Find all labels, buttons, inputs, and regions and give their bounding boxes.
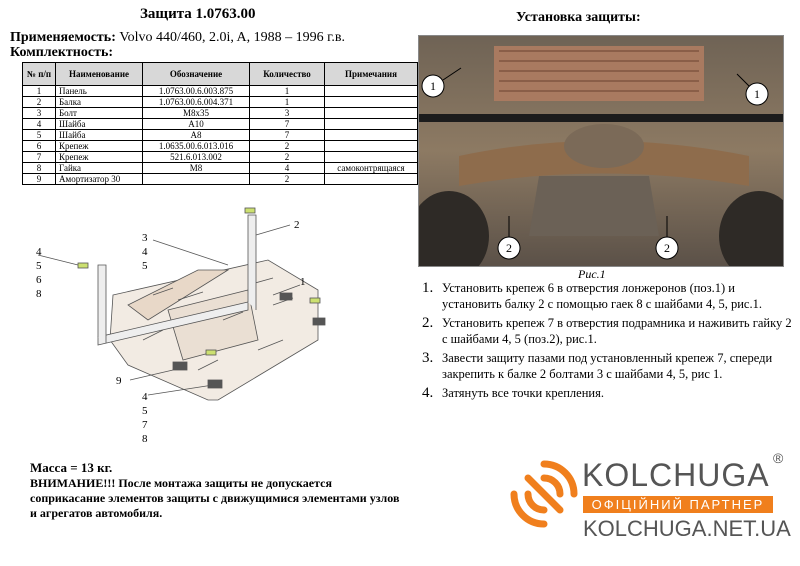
installation-title: Установка защиты: [516, 10, 641, 25]
col-header-number: № п/п [23, 63, 56, 86]
table-cell: 8 [23, 163, 56, 174]
table-cell: Болт [56, 108, 143, 119]
table-row [23, 97, 418, 108]
table-cell: Крепеж [56, 152, 143, 163]
step-number: 2. [422, 315, 434, 331]
table-cell: 521.6.013.002 [143, 152, 250, 163]
table-cell: Шайба [56, 130, 143, 141]
callout-beam: 2 [294, 219, 300, 231]
table-row [23, 163, 418, 174]
assembly-drawing [18, 190, 408, 455]
table-cell: A8 [143, 130, 250, 141]
applicability [10, 30, 345, 46]
table-cell: Амортизатор 30 [56, 174, 143, 185]
table-cell: 1.0763.00.6.003.875 [143, 86, 250, 97]
step-number: 4. [422, 385, 434, 401]
step-item [422, 385, 792, 401]
step-text: Установить крепеж 6 в отверстия лонжеронов (поз.1) и установить балку 2 с помощью гаек 8 с шайбами 4, 5, рис.1. [442, 281, 762, 311]
table-cell: M8 [143, 163, 250, 174]
table-cell [143, 174, 250, 185]
registered-mark: ® [773, 450, 784, 466]
callout-bottom-3: 7 [142, 419, 148, 431]
applicability-value: Volvo 440/460, 2.0i, A, 1988 – 1996 г.в. [119, 30, 345, 45]
table-row [23, 86, 418, 97]
photo-callout-1a: 1 [430, 79, 436, 93]
step-text: Завести защиту пазами под установленный крепеж 7, спереди закрепить к балке 2 болтами 3 с шайбами 4, 5, рис 1. [442, 351, 773, 381]
table-row [23, 141, 418, 152]
table-cell: 4 [23, 119, 56, 130]
table-cell: 1 [250, 86, 325, 97]
warning-text: ВНИМАНИЕ!!! После монтажа защиты не допускается соприкасание элементов защиты с движущимися элементами узлов и агрегатов автомобиля. [30, 476, 400, 520]
table-cell: 1 [23, 86, 56, 97]
step-text: Затянуть все точки крепления. [442, 386, 604, 400]
table-row [23, 174, 418, 185]
table-cell [325, 174, 418, 185]
table-cell [325, 108, 418, 119]
callout-panel: 1 [300, 276, 306, 288]
table-cell [325, 86, 418, 97]
table-row [23, 108, 418, 119]
photo-caption: Рис.1 [578, 267, 606, 281]
installation-photo [418, 35, 784, 267]
table-cell: 7 [250, 119, 325, 130]
parts-table [22, 62, 418, 185]
table-cell: Панель [56, 86, 143, 97]
kit-label: Комплектность: [10, 45, 114, 60]
brand-name: KOLCHUGA [582, 457, 770, 493]
step-number: 1. [422, 280, 434, 296]
callout-bottom-1: 4 [142, 391, 148, 403]
kolchuga-logo-icon [508, 458, 580, 530]
document-title: Защита 1.0763.00 [140, 6, 256, 22]
table-cell: 9 [23, 174, 56, 185]
col-header-designation: Обозначение [143, 63, 250, 86]
table-cell: 3 [23, 108, 56, 119]
callout-left-2: 5 [36, 260, 42, 272]
step-text: Установить крепеж 7 в отверстия подрамника и наживить гайку 2 с шайбами 4, 5 (поз.2), рис.1. [442, 316, 792, 346]
partner-banner: ОФІЦІЙНИЙ ПАРТНЕР [583, 496, 773, 513]
photo-callout-1b: 1 [754, 87, 760, 101]
table-cell: самоконтрящаяся [325, 163, 418, 174]
callout-bottom-2: 5 [142, 405, 148, 417]
table-cell: Балка [56, 97, 143, 108]
table-cell: A10 [143, 119, 250, 130]
installation-steps [422, 280, 792, 404]
table-cell: Крепеж [56, 141, 143, 152]
photo-callout-2b: 2 [664, 241, 670, 255]
callout-left-4: 8 [36, 288, 42, 300]
photo-callout-2a: 2 [506, 241, 512, 255]
table-cell: 7 [23, 152, 56, 163]
callout-left-1: 4 [36, 246, 42, 258]
col-header-quantity: Количество [250, 63, 325, 86]
callout-damper: 9 [116, 375, 122, 387]
website-link[interactable]: KOLCHUGA.NET.UA [583, 516, 791, 541]
table-cell: Гайка [56, 163, 143, 174]
applicability-label: Применяемость: [10, 30, 116, 45]
table-cell: M8x35 [143, 108, 250, 119]
table-cell [325, 141, 418, 152]
table-cell: 7 [250, 130, 325, 141]
table-cell [325, 130, 418, 141]
table-cell: 1.0635.00.6.013.016 [143, 141, 250, 152]
mass-label: Масса = 13 кг. [30, 460, 113, 475]
table-cell: 2 [250, 152, 325, 163]
table-row [23, 130, 418, 141]
table-cell: Шайба [56, 119, 143, 130]
table-cell: 1 [250, 97, 325, 108]
step-item [422, 350, 792, 382]
step-number: 3. [422, 350, 434, 366]
table-row [23, 119, 418, 130]
parts-table-header [23, 63, 418, 86]
table-cell [325, 152, 418, 163]
table-cell [325, 97, 418, 108]
table-cell [325, 119, 418, 130]
step-item [422, 280, 792, 312]
table-cell: 5 [23, 130, 56, 141]
table-cell: 3 [250, 108, 325, 119]
callout-bottom-4: 8 [142, 433, 148, 445]
step-item [422, 315, 792, 347]
table-row [23, 152, 418, 163]
table-cell: 1.0763.00.6.004.371 [143, 97, 250, 108]
table-cell: 2 [250, 141, 325, 152]
callout-top-3: 5 [142, 260, 148, 272]
col-header-name: Наименование [56, 63, 143, 86]
callout-top-2: 4 [142, 246, 148, 258]
table-cell: 2 [23, 97, 56, 108]
parts-table-body [23, 86, 418, 185]
callout-left-3: 6 [36, 274, 42, 286]
table-cell: 4 [250, 163, 325, 174]
callout-top-1: 3 [142, 232, 148, 244]
table-cell: 6 [23, 141, 56, 152]
col-header-notes: Примечания [325, 63, 418, 86]
table-cell: 2 [250, 174, 325, 185]
